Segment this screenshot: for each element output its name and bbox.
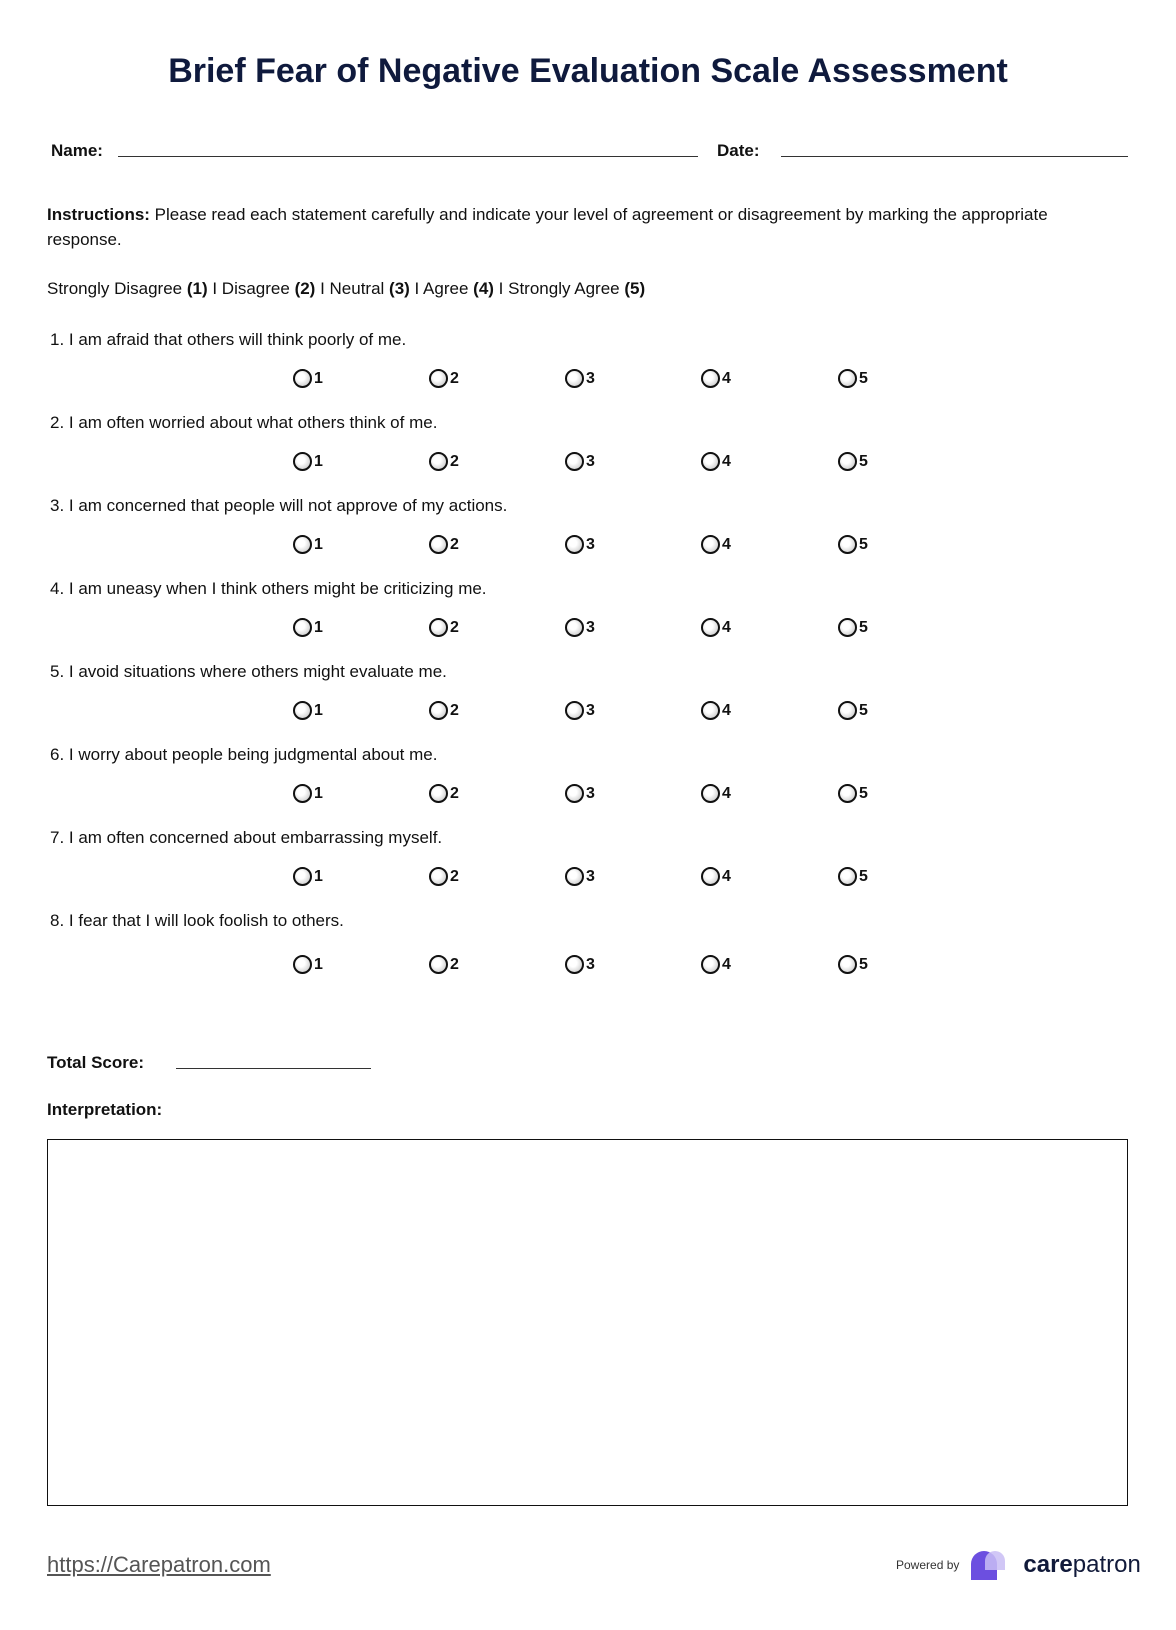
- radio-option-3[interactable]: [565, 369, 595, 388]
- radio-label: 2: [450, 867, 459, 885]
- radio-circle-icon[interactable]: [838, 369, 857, 388]
- radio-label: 3: [586, 618, 595, 636]
- radio-circle-icon[interactable]: [565, 955, 584, 974]
- radio-option-3[interactable]: [565, 535, 595, 554]
- radio-option-4[interactable]: [701, 535, 731, 554]
- radio-label: 4: [722, 535, 731, 553]
- radio-circle-icon[interactable]: [838, 535, 857, 554]
- instructions-label: Instructions:: [47, 205, 150, 224]
- radio-label: 5: [859, 955, 868, 973]
- radio-option-4[interactable]: [701, 618, 731, 637]
- date-field[interactable]: [781, 156, 1128, 157]
- radio-option-4[interactable]: [701, 955, 731, 974]
- radio-label: 4: [722, 618, 731, 636]
- radio-label: 3: [586, 452, 595, 470]
- carepatron-link[interactable]: https://Carepatron.com: [47, 1552, 271, 1577]
- radio-circle-icon[interactable]: [293, 955, 312, 974]
- radio-option-4[interactable]: [701, 452, 731, 471]
- radio-circle-icon[interactable]: [701, 618, 720, 637]
- scale-label: I Agree: [409, 279, 474, 298]
- name-field[interactable]: [118, 156, 698, 157]
- radio-option-2[interactable]: [429, 784, 459, 803]
- radio-label: 3: [586, 701, 595, 719]
- radio-label: 3: [586, 369, 595, 387]
- radio-option-1[interactable]: [293, 701, 323, 720]
- radio-label: 1: [314, 369, 323, 387]
- radio-label: 1: [314, 784, 323, 802]
- radio-option-2[interactable]: [429, 452, 459, 471]
- radio-label: 5: [859, 452, 868, 470]
- radio-circle-icon[interactable]: [429, 701, 448, 720]
- radio-label: 5: [859, 369, 868, 387]
- total-score-label: Total Score:: [47, 1053, 144, 1072]
- total-score-field[interactable]: [176, 1068, 371, 1069]
- radio-option-2[interactable]: [429, 955, 459, 974]
- radio-circle-icon[interactable]: [429, 535, 448, 554]
- question-text: 4. I am uneasy when I think others might be criticizing me.: [50, 579, 487, 598]
- radio-circle-icon[interactable]: [701, 369, 720, 388]
- radio-option-1[interactable]: [293, 535, 323, 554]
- radio-label: 5: [859, 618, 868, 636]
- question-text: 2. I am often worried about what others think of me.: [50, 413, 438, 432]
- radio-circle-icon[interactable]: [565, 369, 584, 388]
- radio-label: 1: [314, 618, 323, 636]
- radio-circle-icon[interactable]: [429, 369, 448, 388]
- question-text: 6. I worry about people being judgmental about me.: [50, 745, 438, 764]
- scale-value: (1): [186, 279, 208, 298]
- radio-label: 3: [586, 867, 595, 885]
- radio-circle-icon[interactable]: [838, 452, 857, 471]
- radio-label: 5: [859, 701, 868, 719]
- radio-option-3[interactable]: [565, 701, 595, 720]
- carepatron-logo: [896, 1548, 1141, 1582]
- scale-value: (2): [294, 279, 316, 298]
- radio-option-5[interactable]: [838, 784, 868, 803]
- radio-circle-icon[interactable]: [701, 784, 720, 803]
- page-title: Brief Fear of Negative Evaluation Scale Assessment: [168, 52, 1008, 90]
- radio-option-3[interactable]: [565, 452, 595, 471]
- radio-option-3[interactable]: [565, 867, 595, 886]
- radio-label: 2: [450, 535, 459, 553]
- radio-label: 1: [314, 535, 323, 553]
- instructions-text: Please read each statement carefully and indicate your level of agreement or disagreement by marking the appropriate response.: [47, 205, 1048, 249]
- radio-circle-icon[interactable]: [701, 701, 720, 720]
- radio-label: 3: [586, 784, 595, 802]
- radio-option-4[interactable]: [701, 701, 731, 720]
- question-text: 8. I fear that I will look foolish to others.: [50, 911, 344, 930]
- radio-label: 4: [722, 369, 731, 387]
- radio-option-2[interactable]: [429, 867, 459, 886]
- radio-circle-icon[interactable]: [701, 535, 720, 554]
- radio-option-1[interactable]: [293, 955, 323, 974]
- radio-circle-icon[interactable]: [701, 452, 720, 471]
- radio-circle-icon[interactable]: [293, 369, 312, 388]
- radio-option-5[interactable]: [838, 867, 868, 886]
- scale-label: I Strongly Agree: [493, 279, 625, 298]
- radio-option-5[interactable]: [838, 535, 868, 554]
- radio-option-2[interactable]: [429, 535, 459, 554]
- radio-circle-icon[interactable]: [701, 955, 720, 974]
- radio-label: 4: [722, 955, 731, 973]
- radio-circle-icon[interactable]: [565, 867, 584, 886]
- scale-label: I Neutral: [315, 279, 390, 298]
- radio-option-1[interactable]: [293, 867, 323, 886]
- radio-option-3[interactable]: [565, 618, 595, 637]
- radio-label: 2: [450, 784, 459, 802]
- radio-circle-icon[interactable]: [838, 784, 857, 803]
- radio-circle-icon[interactable]: [565, 452, 584, 471]
- radio-circle-icon[interactable]: [293, 701, 312, 720]
- radio-option-1[interactable]: [293, 369, 323, 388]
- radio-label: 4: [722, 452, 731, 470]
- radio-label: 2: [450, 701, 459, 719]
- radio-circle-icon[interactable]: [838, 701, 857, 720]
- radio-label: 1: [314, 452, 323, 470]
- radio-circle-icon[interactable]: [429, 955, 448, 974]
- date-label: Date:: [717, 141, 760, 160]
- radio-option-5[interactable]: [838, 955, 868, 974]
- radio-circle-icon[interactable]: [565, 701, 584, 720]
- radio-label: 3: [586, 535, 595, 553]
- radio-circle-icon[interactable]: [429, 452, 448, 471]
- radio-label: 5: [859, 535, 868, 553]
- question-text: 5. I avoid situations where others might evaluate me.: [50, 662, 447, 681]
- radio-label: 2: [450, 369, 459, 387]
- radio-circle-icon[interactable]: [293, 784, 312, 803]
- radio-circle-icon[interactable]: [838, 618, 857, 637]
- question-text: 7. I am often concerned about embarrassing myself.: [50, 828, 443, 847]
- radio-option-1[interactable]: [293, 784, 323, 803]
- radio-option-3[interactable]: [565, 784, 595, 803]
- radio-circle-icon[interactable]: [701, 867, 720, 886]
- radio-label: 5: [859, 867, 868, 885]
- radio-circle-icon[interactable]: [565, 784, 584, 803]
- radio-option-5[interactable]: [838, 701, 868, 720]
- scale-value: (5): [624, 279, 646, 298]
- radio-option-3[interactable]: [565, 955, 595, 974]
- radio-option-1[interactable]: [293, 618, 323, 637]
- radio-option-4[interactable]: [701, 784, 731, 803]
- radio-circle-icon[interactable]: [429, 867, 448, 886]
- radio-label: 2: [450, 618, 459, 636]
- radio-label: 1: [314, 701, 323, 719]
- radio-label: 3: [586, 955, 595, 973]
- instructions: [47, 202, 1127, 252]
- radio-label: 5: [859, 784, 868, 802]
- scale-legend: [47, 279, 645, 299]
- scale-value: (4): [473, 279, 494, 298]
- radio-option-2[interactable]: [429, 618, 459, 637]
- radio-option-4[interactable]: [701, 867, 731, 886]
- radio-circle-icon[interactable]: [429, 618, 448, 637]
- radio-circle-icon[interactable]: [838, 867, 857, 886]
- radio-circle-icon[interactable]: [293, 618, 312, 637]
- radio-circle-icon[interactable]: [293, 535, 312, 554]
- radio-option-5[interactable]: [838, 452, 868, 471]
- radio-label: 4: [722, 784, 731, 802]
- radio-circle-icon[interactable]: [293, 452, 312, 471]
- interpretation-label: Interpretation:: [47, 1100, 163, 1119]
- radio-option-1[interactable]: [293, 452, 323, 471]
- radio-option-2[interactable]: [429, 701, 459, 720]
- scale-label: I Disagree: [207, 279, 295, 298]
- scale-label: Strongly Disagree: [47, 279, 187, 298]
- radio-label: 4: [722, 701, 731, 719]
- radio-option-2[interactable]: [429, 369, 459, 388]
- carepatron-logo-icon: [967, 1548, 1015, 1582]
- name-label: Name:: [51, 141, 103, 160]
- radio-circle-icon[interactable]: [565, 535, 584, 554]
- interpretation-box[interactable]: [47, 1139, 1128, 1506]
- radio-option-5[interactable]: [838, 618, 868, 637]
- radio-circle-icon[interactable]: [429, 784, 448, 803]
- radio-circle-icon[interactable]: [838, 955, 857, 974]
- question-text: 3. I am concerned that people will not approve of my actions.: [50, 496, 508, 515]
- radio-option-5[interactable]: [838, 369, 868, 388]
- radio-circle-icon[interactable]: [565, 618, 584, 637]
- question-text: 1. I am afraid that others will think poorly of me.: [50, 330, 407, 349]
- radio-label: 2: [450, 452, 459, 470]
- radio-label: 1: [314, 955, 323, 973]
- radio-label: 2: [450, 955, 459, 973]
- brand-name: carepatron: [1023, 1551, 1141, 1578]
- radio-option-4[interactable]: [701, 369, 731, 388]
- radio-label: 4: [722, 867, 731, 885]
- powered-by: Powered by: [896, 1558, 960, 1572]
- radio-label: 1: [314, 867, 323, 885]
- scale-value: (3): [389, 279, 410, 298]
- radio-circle-icon[interactable]: [293, 867, 312, 886]
